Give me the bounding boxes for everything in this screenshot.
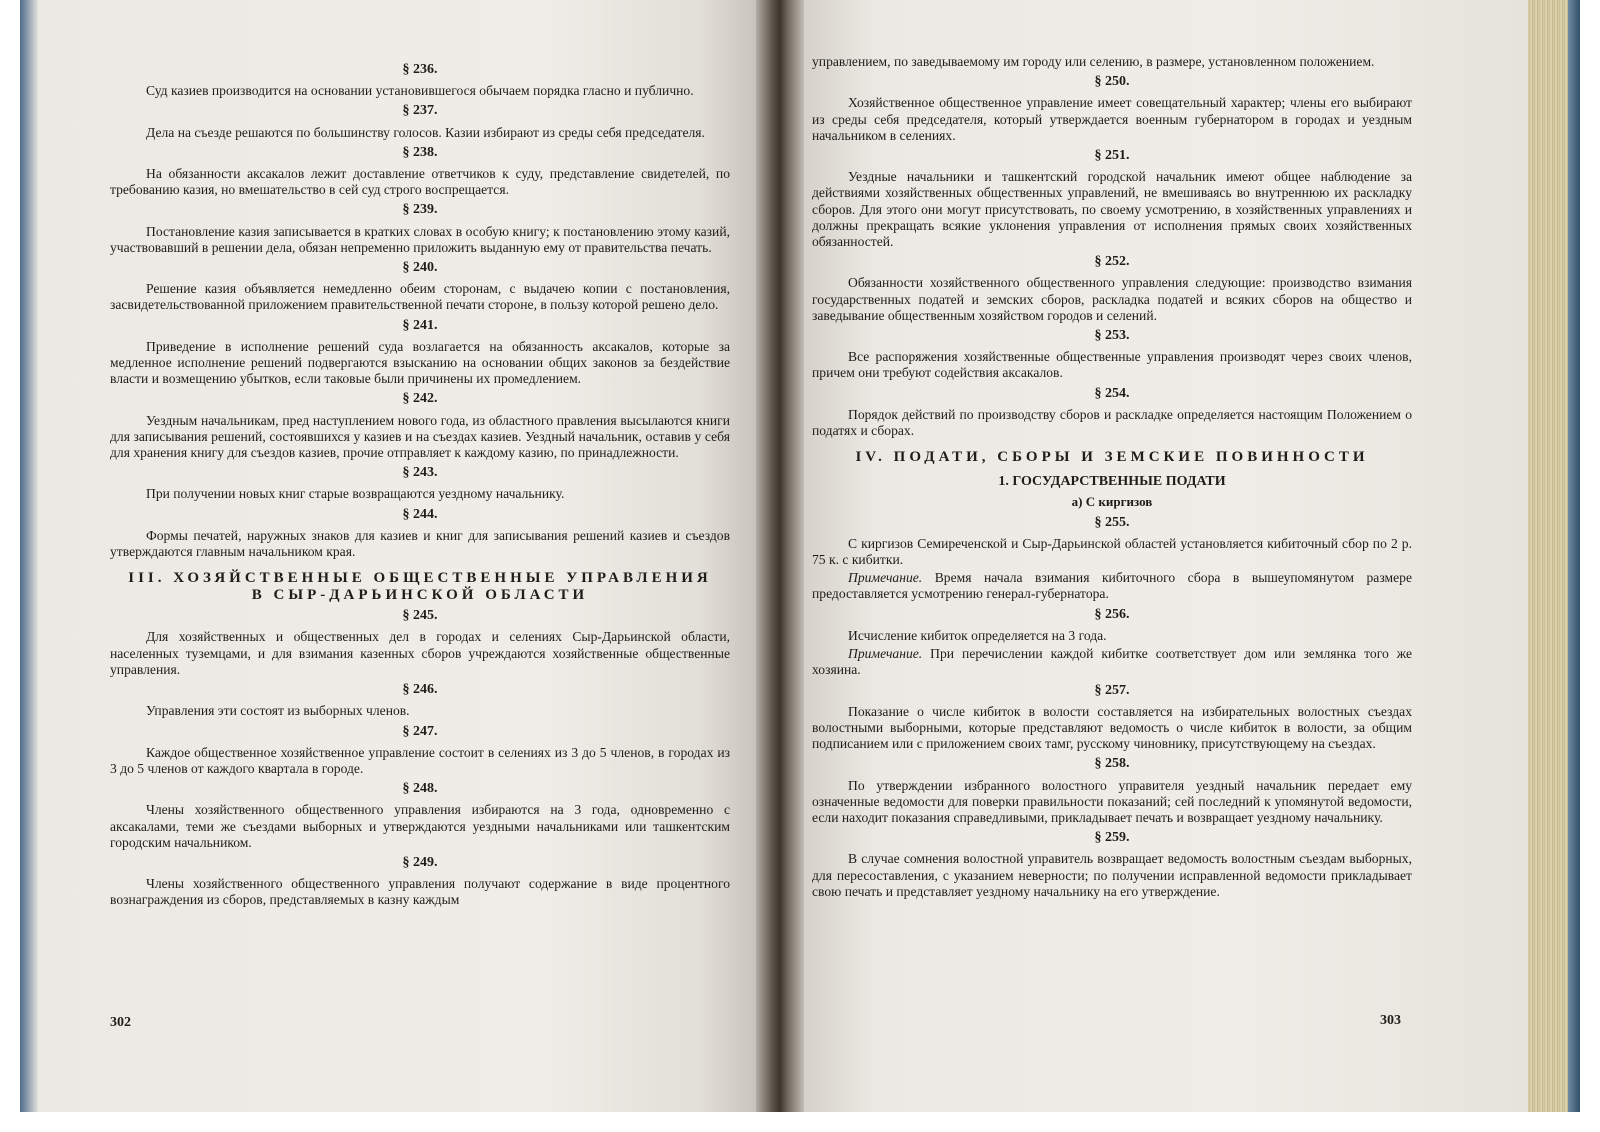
paragraph-block	[110, 855, 730, 909]
paragraph: Приведение в исполнение решений суда возлагается на обязанность аксакалов, которые за медленное исполнение решений подвергаются взысканию на основании общих законов за бездействие власти и возмещению убытков, если таковые были причинены их промедлением.	[110, 338, 730, 387]
section-number: § 239.	[402, 202, 438, 218]
section-number: § 247.	[402, 723, 438, 739]
section-number: § 240.	[402, 260, 438, 276]
paragraph-block	[110, 724, 730, 778]
paragraph: Члены хозяйственного общественного управления получают содержание в виде процентного вознаграждения из сборов, представляемых в казну каждым	[110, 876, 730, 908]
section-number: § 252.	[1094, 254, 1130, 270]
page-number-right: 303	[1380, 1013, 1401, 1028]
paragraph-block	[110, 103, 730, 140]
note-text: Время начала взимания кибиточного сбора в вышеупомянутом размере предоставляется усмотрению генерал-губернатора.	[812, 570, 1412, 602]
section-number: § 241.	[402, 317, 438, 333]
paragraph-block	[110, 781, 730, 851]
paragraph-block	[812, 607, 1412, 679]
section-number: § 257.	[1094, 682, 1130, 698]
book-cover-edge-right	[1568, 0, 1580, 1112]
section-number: § 243.	[402, 465, 438, 481]
paragraph: Управления эти состоят из выборных членов.	[146, 703, 410, 719]
paragraph: Уездным начальникам, пред наступлением нового года, из областного правления высылаются книги для записывания решений, состоявшихся у казиев и на съездах казиев. Уездный начальник, оставив у себя для хранения книгу для съездов казиев, прочие отправляет к каждому казию, по принадлежности.	[110, 412, 730, 461]
section-number: § 244.	[402, 506, 438, 522]
paragraph: Хозяйственное общественное управление имеет совещательный характер; члены его выбирают из среды себя председателя, который утверждается военным губернатором в городах и уездным начальником в селениях.	[812, 95, 1412, 143]
note-label: Примечание.	[848, 646, 923, 662]
section-number: § 238.	[402, 144, 438, 160]
paragraph-block	[812, 683, 1412, 753]
section-number: § 256.	[1094, 606, 1130, 622]
paragraph: Решение казия объявляется немедленно обеим сторонам, с выдачею копии с постановления, засвидетельствованной приложением правительственной печати стороне, в пользу которой решено дело.	[110, 281, 730, 313]
paragraph-block	[110, 318, 730, 388]
section-number: § 259.	[1094, 830, 1130, 846]
section-number: § 251.	[1094, 148, 1130, 164]
paragraph: Формы печатей, наружных знаков для казиев и книг для записывания решений казиев и съездов утверждаются главным начальником края.	[110, 527, 730, 560]
paragraph-block	[110, 260, 730, 314]
paragraph: Суд казиев производится на основании установившегося обычаем порядка гласно и публично.	[146, 83, 694, 99]
section-number: § 250.	[1094, 74, 1130, 90]
book-gutter	[756, 0, 804, 1112]
section-number: § 248.	[402, 781, 438, 797]
paragraph-block	[812, 74, 1412, 144]
section-number: § 245.	[402, 608, 438, 624]
left-page-text	[110, 58, 730, 911]
paragraph-block	[110, 507, 730, 561]
paragraph: По утверждении избранного волостного управителя уездный начальник передает ему означенные ведомости для поверки правильности показаний; сей последний к упомянутой ведомости, если находит показания справедливыми, прикладывает печать и возвращает уездному начальнику.	[812, 777, 1412, 825]
paragraph: При получении новых книг старые возвращаются уездному начальнику.	[146, 486, 565, 502]
paragraph: В случае сомнения волостной управитель возвращает ведомость волостным съездам выборных, для пересоставления, с указанием неверности; по получении исправленной ведомости прикладывает свою печать и представляет уездному начальнику на его утверждение.	[812, 851, 1412, 899]
note-label: Примечание.	[848, 570, 923, 586]
paragraph-block	[812, 515, 1412, 603]
paragraph: На обязанности аксакалов лежит доставление ответчиков к суду, представление свидетелей, по требованию казия, но вмешательство в сей суд строго воспрещается.	[110, 166, 730, 198]
paragraph: Все распоряжения хозяйственные общественные управления производят через своих членов, причем они требуют содействия аксакалов.	[812, 349, 1412, 381]
note-text: При перечислении каждой кибитке соответствует дом или землянка того же хозяина.	[812, 646, 1412, 678]
paragraph-block	[110, 465, 730, 502]
paragraph: управлением, по заведываемому им городу или селению, в размере, установленном положением.	[812, 54, 1375, 69]
section-number: § 254.	[1094, 385, 1130, 401]
paragraph-block	[812, 386, 1412, 440]
paragraph-block	[812, 830, 1412, 900]
paragraph: Обязанности хозяйственного общественного управления следующие: производство взимания государственных податей и земских сборов, раскладка податей и всяких сборов на общество и заведывание общественным хозяйством городов и селений.	[812, 275, 1412, 323]
paragraph: Постановление казия записывается в кратких словах в особую книгу; к постановлению этому казий, участвовавший в решении дела, обязан непременно приложить выданную ему от правительства печать.	[110, 223, 730, 255]
section-number: § 258.	[1094, 756, 1130, 772]
paragraph: Для хозяйственных и общественных дел в городах и селениях Сыр-Дарьинской области, населенных туземцами, и для взимания казенных сборов учреждаются хозяйственные общественные управления.	[110, 629, 730, 677]
paragraph-block	[110, 202, 730, 256]
section-number: § 249.	[402, 854, 438, 870]
section-number: § 236.	[402, 62, 438, 77]
section-number: § 255.	[1094, 514, 1130, 530]
paragraph-block	[110, 62, 730, 99]
section-number: § 253.	[1094, 328, 1130, 344]
note	[812, 570, 1412, 602]
chapter-title	[110, 570, 730, 604]
paragraph: Уездные начальники и ташкентский городской начальник имеют общее наблюдение за действиями хозяйственных общественных управлений, не вмешиваясь во внутреннюю их раскладку сборов. Для этого они могут присутствовать, по своему усмотрению, в хозяйственных управлениях и должны прекращать всякие уклонения управления от исполнения прямых своих хозяйственных обязанностей.	[812, 169, 1412, 250]
section-number: § 246.	[402, 682, 438, 698]
paragraph-block	[812, 254, 1412, 324]
paragraph: Члены хозяйственного общественного управления избираются на 3 года, одновременно с аксакалами, теми же съездами выборных и утверждаются уездными начальниками или ташкентским городским начальником.	[110, 802, 730, 850]
section-number: § 242.	[402, 391, 438, 407]
paragraph-block	[812, 756, 1412, 826]
right-page-text	[812, 54, 1412, 902]
paragraph-block	[812, 148, 1412, 250]
paragraph-block	[110, 682, 730, 719]
note	[812, 646, 1412, 678]
chapter-title-line: В СЫР-ДАРЬИНСКОЙ ОБЛАСТИ	[251, 587, 589, 604]
paragraph: Порядок действий по производству сборов и раскладке определяется настоящим Положением о податях и сборах.	[812, 406, 1412, 439]
page-number-left: 302	[110, 1015, 131, 1030]
paragraph-block	[110, 145, 730, 199]
paragraph: Исчисление кибиток определяется на 3 года.	[848, 627, 1107, 643]
book-cover-edge	[20, 0, 38, 1112]
section-number: § 237.	[402, 103, 438, 119]
paragraph: С киргизов Семиреченской и Сыр-Дарьинской областей установляется кибиточный сбор по 2 р. 75 к. с кибитки.	[812, 535, 1412, 568]
chapter-title-line: III. ХОЗЯЙСТВЕННЫЕ ОБЩЕСТВЕННЫЕ УПРАВЛЕНИЯ	[128, 570, 712, 587]
paragraph-block	[110, 391, 730, 461]
subsection-title: 1. ГОСУДАРСТВЕННЫЕ ПОДАТИ	[998, 474, 1226, 490]
paragraph: Каждое общественное хозяйственное управление состоит в селениях из 3 до 5 членов, в городах из 3 до 5 членов от каждого квартала в городе.	[110, 744, 730, 776]
subsubsection-title: а) С киргизов	[1071, 494, 1153, 510]
chapter-title: IV. ПОДАТИ, СБОРЫ И ЗЕМСКИЕ ПОВИННОСТИ	[855, 449, 1369, 466]
paragraph: Дела на съезде решаются по большинству голосов. Казии избирают из среды себя председателя.	[146, 124, 705, 140]
paragraph-block	[812, 328, 1412, 382]
paragraph-block	[110, 608, 730, 678]
paragraph: Показание о числе кибиток в волости составляется на избирательных волостных съездах волостными выборными, которые представляют ведомость о числе кибиток в волости, за общим подписанием или с приложением своих тамг, русскому чиновнику, присутствующему на съездах.	[812, 703, 1412, 752]
